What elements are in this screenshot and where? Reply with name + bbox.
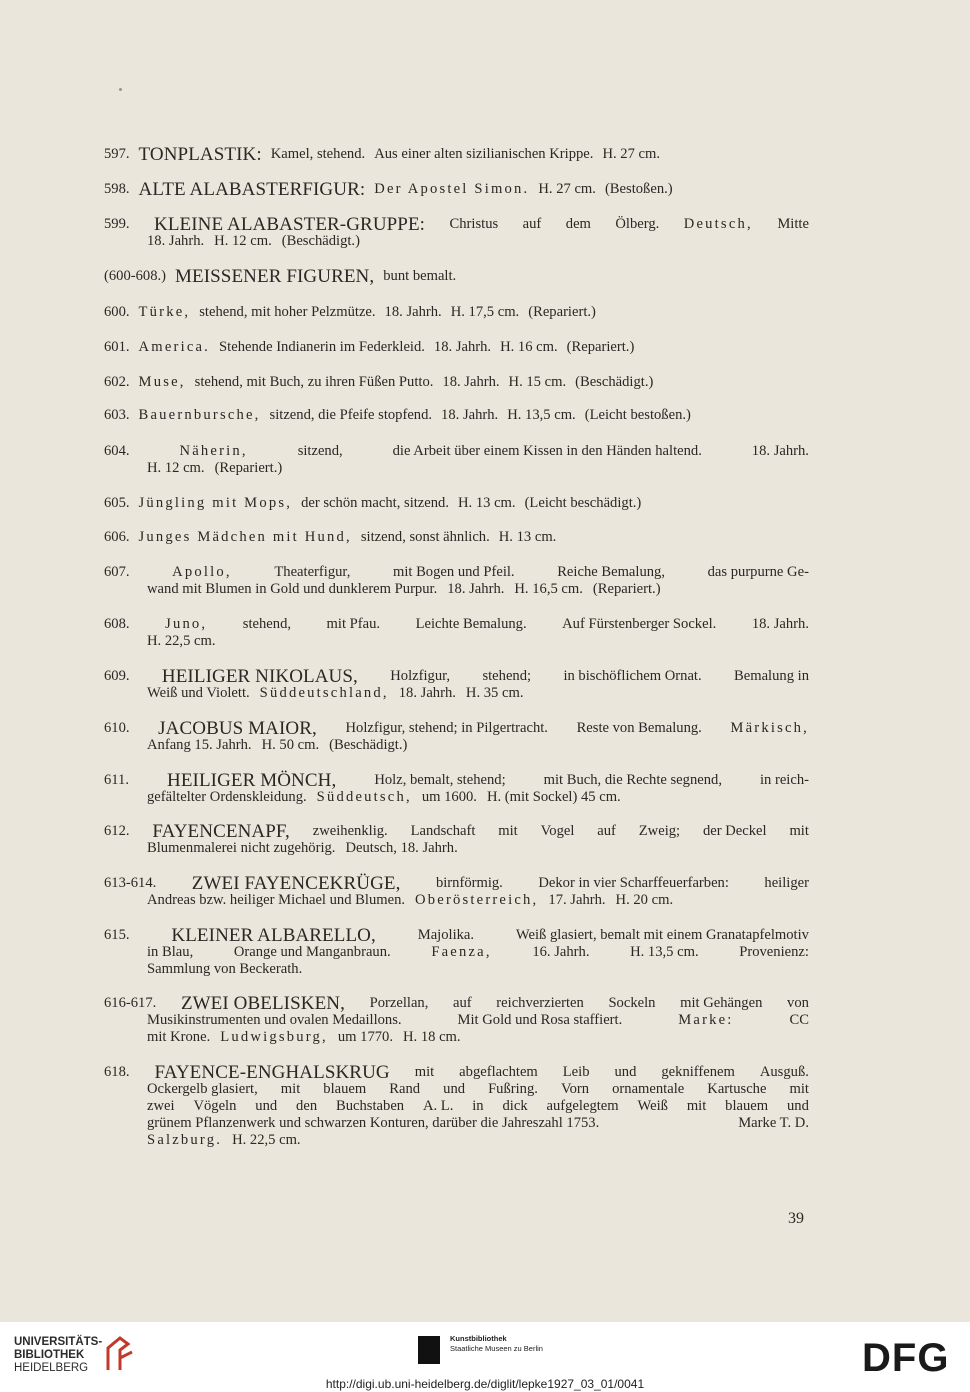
entry-text: grünem Pflanzenwerk und schwarzen Konturen, darüber die Jahreszahl 1753. xyxy=(147,1115,600,1131)
entry-text: Der Apostel Simon. xyxy=(374,181,530,197)
entry-text: MEISSENER FIGUREN, xyxy=(175,266,375,287)
catalog-entry-615 xyxy=(104,927,809,978)
entry-text: H. 12 cm. xyxy=(147,460,205,476)
entry-text: in bischöflichem Ornat. xyxy=(563,668,702,684)
entry-text: Junges Mädchen mit Hund, xyxy=(138,529,352,545)
entry-text: 18. Jahrh. xyxy=(751,443,809,459)
entry-text: (Beschädigt.) xyxy=(329,737,408,753)
entry-text: in reich- xyxy=(759,772,809,788)
lot-number: 612. xyxy=(104,823,130,839)
entry-line xyxy=(104,304,809,321)
entry-text: und xyxy=(443,1081,466,1097)
entry-line xyxy=(104,1064,809,1081)
entry-text: Marke: xyxy=(678,1012,734,1028)
entry-text: aufgelegtem xyxy=(546,1098,619,1114)
entry-line xyxy=(104,339,809,356)
entry-text: und xyxy=(614,1064,637,1080)
entry-line xyxy=(104,564,809,581)
entry-text: birnförmig. xyxy=(435,875,503,891)
entry-text: Ludwigsburg, xyxy=(220,1029,328,1045)
entry-text: Deutsch, 18. Jahrh. xyxy=(345,840,458,856)
entry-text: Musikinstrumenten und ovalen Medaillons. xyxy=(147,1012,402,1028)
entry-line xyxy=(104,495,809,512)
entry-text: Buchstaben xyxy=(336,1098,405,1114)
entry-text: H. 27 cm. xyxy=(602,146,660,162)
entry-text: Weiß xyxy=(637,1098,668,1114)
entry-text: blauem xyxy=(323,1081,367,1097)
entry-text: H. 12 cm. xyxy=(214,233,272,249)
entry-text: Anfang 15. Jahrh. xyxy=(147,737,252,753)
entry-text: in Blau, xyxy=(147,944,194,960)
catalog-entry-608 xyxy=(104,616,809,650)
entry-text: TONPLASTIK: xyxy=(138,144,262,165)
entry-text: Leib xyxy=(562,1064,590,1080)
entry-text: gekniffenem xyxy=(661,1064,735,1080)
entry-text: Deutsch, xyxy=(683,216,753,232)
entry-text: Aus einer alten sizilianischen Krippe. xyxy=(374,146,594,162)
lot-number: 602. xyxy=(104,374,130,390)
entry-text: Bauernbursche, xyxy=(138,407,261,423)
page-number: 39 xyxy=(788,1210,804,1227)
entry-text: stehend, xyxy=(242,616,292,632)
entry-text: Ausguß. xyxy=(759,1064,809,1080)
entry-text: Weiß und Violett. xyxy=(147,685,250,701)
entry-text: Mit Gold und Rosa staffiert. xyxy=(457,1012,623,1028)
entry-text: H. 50 cm. xyxy=(261,737,320,753)
lot-number: 615. xyxy=(104,927,130,943)
entry-line xyxy=(104,407,809,424)
entry-text: A. L. xyxy=(422,1098,454,1114)
entry-text: mit Pfau. xyxy=(326,616,381,632)
lot-number: 603. xyxy=(104,407,130,423)
source-url[interactable]: http://digi.ub.uni-heidelberg.de/diglit/lepke1927_03_01/0041 xyxy=(325,1377,645,1391)
entry-text: Bemalung in xyxy=(734,668,809,684)
catalog-entry-600 xyxy=(104,304,809,321)
entry-text: Rand xyxy=(389,1081,421,1097)
entry-text: Dekor in vier Scharffeuerfarben: xyxy=(538,875,729,891)
entry-text: mit Gehängen xyxy=(680,995,763,1011)
entry-text: Holz, bemalt, stehend; xyxy=(374,772,506,788)
lot-number: 613-614. xyxy=(104,875,157,891)
footer-bar xyxy=(0,1322,970,1392)
entry-text: (Repariert.) xyxy=(592,581,661,597)
entry-text: (Repariert.) xyxy=(528,304,596,320)
entry-text: den xyxy=(296,1098,318,1114)
entry-text: ZWEI OBELISKEN, xyxy=(180,993,345,1014)
entry-text: (Leicht beschädigt.) xyxy=(524,495,642,511)
entry-text: mit Buch, die Rechte segnend, xyxy=(543,772,722,788)
entry-text: (Repariert.) xyxy=(566,339,635,355)
entry-line xyxy=(104,1098,809,1115)
entry-text: KLEINE ALABASTER-GRUPPE: xyxy=(154,214,426,235)
lot-number: 608. xyxy=(104,616,130,632)
entry-text: H. 15 cm. xyxy=(508,374,567,390)
entry-line xyxy=(104,374,809,391)
entry-text: von xyxy=(787,995,809,1011)
entry-text: 18. Jahrh. xyxy=(433,339,492,355)
entry-line xyxy=(104,1132,809,1149)
entry-line xyxy=(104,616,809,633)
entry-text: um 1770. xyxy=(337,1029,393,1045)
entry-text: Provenienz: xyxy=(739,944,809,960)
entry-text: Oberösterreich, xyxy=(415,892,539,908)
entry-text: bunt bemalt. xyxy=(383,268,457,284)
lot-number: 598. xyxy=(104,181,130,197)
dfg-logo[interactable]: DFG xyxy=(862,1336,950,1380)
entry-text: Fußring. xyxy=(488,1081,538,1097)
catalog-entry-597 xyxy=(104,146,809,163)
entry-line xyxy=(104,443,809,460)
entry-text: ornamentale xyxy=(612,1081,685,1097)
entry-text: Apollo, xyxy=(172,564,232,580)
lot-number: 611. xyxy=(104,772,129,788)
entry-text: 17. Jahrh. xyxy=(548,892,606,908)
entry-text: mit Bogen und Pfeil. xyxy=(392,564,515,580)
entry-text: heiliger xyxy=(764,875,809,891)
entry-text: ALTE ALABASTERFIGUR: xyxy=(138,179,366,200)
catalog-entry-606 xyxy=(104,529,809,546)
kb-line-2: Staatliche Museen zu Berlin xyxy=(450,1344,543,1353)
lot-number: 606. xyxy=(104,529,130,545)
entry-text: Christus xyxy=(449,216,499,232)
entry-line xyxy=(104,961,809,978)
entry-text: Landschaft xyxy=(410,823,476,839)
entry-text: Andreas bzw. heiliger Michael und Blumen. xyxy=(147,892,406,908)
entry-text: (Bestoßen.) xyxy=(604,181,673,197)
entry-line xyxy=(104,581,809,598)
university-seal-icon xyxy=(98,1330,138,1376)
entry-text: zwei xyxy=(147,1098,175,1114)
entry-text: 18. Jahrh. xyxy=(384,304,442,320)
entry-text: stehend, mit Buch, zu ihren Füßen Putto. xyxy=(194,374,434,390)
entry-line xyxy=(104,1081,809,1098)
entry-line xyxy=(104,1012,809,1029)
entry-text: 18. Jahrh. xyxy=(441,407,499,423)
lot-number: 604. xyxy=(104,443,130,459)
entry-text: mit xyxy=(686,1098,707,1114)
entry-line xyxy=(104,772,809,789)
entry-text: Sockeln xyxy=(608,995,656,1011)
entry-text: Stehende Indianerin im Federkleid. xyxy=(219,339,425,355)
entry-text: Ockergelb glasiert, xyxy=(147,1081,258,1097)
entry-text: H. 35 cm. xyxy=(465,685,524,701)
entry-text: H. 22,5 cm. xyxy=(147,633,216,649)
catalog-entry-607 xyxy=(104,564,809,598)
entry-text: 18. Jahrh. xyxy=(398,685,456,701)
entry-line xyxy=(104,233,809,250)
entry-text: Orange und Manganbraun. xyxy=(233,944,391,960)
catalog-entry-609 xyxy=(104,668,809,702)
entry-line xyxy=(104,1115,809,1132)
entry-text: sitzend, xyxy=(297,443,343,459)
entry-text: Sammlung von Beckerath. xyxy=(147,961,303,977)
catalog-entry-612 xyxy=(104,823,809,857)
entry-text: JACOBUS MAIOR, xyxy=(158,718,317,739)
catalog-entry-605 xyxy=(104,495,809,512)
entry-text: KLEINER ALBARELLO, xyxy=(171,925,376,946)
entry-text: H. 13,5 cm. xyxy=(507,407,576,423)
entry-text: Näherin, xyxy=(179,443,248,459)
entry-text: 18. Jahrh. xyxy=(442,374,500,390)
entry-text: sitzend, sonst ähnlich. xyxy=(360,529,490,545)
catalog-entry-601 xyxy=(104,339,809,356)
catalog-entry-616-617 xyxy=(104,995,809,1046)
entry-text: H. (mit Sockel) 45 cm. xyxy=(486,789,621,805)
lot-number: 605. xyxy=(104,495,130,511)
entry-text: H. 20 cm. xyxy=(615,892,674,908)
entry-text: ZWEI FAYENCEKRÜGE, xyxy=(191,873,401,894)
entry-line xyxy=(104,1029,809,1046)
entry-text: Salzburg. xyxy=(147,1132,223,1148)
entry-text: Muse, xyxy=(138,374,186,390)
entry-line xyxy=(104,823,809,840)
entry-text: auf xyxy=(453,995,472,1011)
lot-number: 618. xyxy=(104,1064,130,1080)
entry-text: Marke T. D. xyxy=(738,1115,809,1131)
entry-text: Mitte xyxy=(777,216,809,232)
entry-text: Vorn xyxy=(560,1081,590,1097)
entry-text: mit xyxy=(789,823,809,839)
lot-number: 609. xyxy=(104,668,130,684)
catalog-entry-599 xyxy=(104,216,809,250)
entry-text: H. 16 cm. xyxy=(500,339,558,355)
entry-line xyxy=(104,840,809,857)
entry-text: sitzend, die Pfeife stopfend. xyxy=(269,407,433,423)
entry-text: Holzfigur, stehend; in Pilgertracht. xyxy=(345,720,548,736)
entry-line xyxy=(104,633,809,650)
entry-text: FAYENCE-ENGHALSKRUG xyxy=(154,1062,390,1083)
entry-text: die Arbeit über einem Kissen in den Händen haltend. xyxy=(392,443,702,459)
entry-text: 18. Jahrh. xyxy=(447,581,505,597)
entry-text: der Deckel xyxy=(702,823,767,839)
entry-line xyxy=(104,944,809,961)
uni-line-3: HEIDELBERG xyxy=(14,1362,89,1374)
entry-text: stehend, mit hoher Pelzmütze. xyxy=(199,304,376,320)
entry-text: wand mit Blumen in Gold und dunklerem Purpur. xyxy=(147,581,438,597)
entry-text: 16. Jahrh. xyxy=(532,944,590,960)
entry-line xyxy=(104,927,809,944)
entry-line xyxy=(104,685,809,702)
entry-text: Ölberg. xyxy=(615,216,660,232)
lot-number: 601. xyxy=(104,339,130,355)
entry-text: CC xyxy=(789,1012,809,1028)
entry-line xyxy=(104,146,809,163)
entry-text: mit Krone. xyxy=(147,1029,211,1045)
entry-text: H. 13,5 cm. xyxy=(630,944,699,960)
catalog-entry-598 xyxy=(104,181,809,198)
entry-text: (Beschädigt.) xyxy=(281,233,360,249)
entry-text: H. 18 cm. xyxy=(403,1029,461,1045)
entry-line xyxy=(104,875,809,892)
catalog-entry-610 xyxy=(104,720,809,754)
entry-text: mit xyxy=(414,1064,435,1080)
catalog-entry-603 xyxy=(104,407,809,424)
entry-text: mit xyxy=(789,1081,809,1097)
entry-text: Juno, xyxy=(165,616,208,632)
entry-line xyxy=(104,892,809,909)
entry-text: in xyxy=(472,1098,484,1114)
entry-text: Porzellan, xyxy=(369,995,429,1011)
catalog-entry-613-614 xyxy=(104,875,809,909)
entry-text: H. 27 cm. xyxy=(538,181,596,197)
entry-text: das purpurne Ge- xyxy=(707,564,809,580)
entry-text: HEILIGER MÖNCH, xyxy=(167,770,337,791)
lot-number: 610. xyxy=(104,720,130,736)
entry-text: H. 17,5 cm. xyxy=(450,304,520,320)
entry-text: auf xyxy=(522,216,542,232)
entry-line xyxy=(104,268,809,285)
entry-text: Auf Fürstenberger Sockel. xyxy=(562,616,717,632)
lot-number: 597. xyxy=(104,146,130,162)
entry-text: 18. Jahrh. xyxy=(751,616,809,632)
entry-text: und xyxy=(787,1098,809,1114)
entry-text: dick xyxy=(502,1098,528,1114)
entry-text: Blumenmalerei nicht zugehörig. xyxy=(147,840,336,856)
entry-text: mit xyxy=(280,1081,301,1097)
entry-text: dem xyxy=(565,216,591,232)
entry-text: Reste von Bemalung. xyxy=(576,720,702,736)
entry-line xyxy=(104,789,809,806)
entry-text: Holzfigur, xyxy=(390,668,451,684)
catalog-entry-602 xyxy=(104,374,809,391)
uni-line-1: UNIVERSITÄTS- xyxy=(14,1336,103,1348)
entry-text: gefältelter Ordenskleidung. xyxy=(147,789,307,805)
entry-text: Märkisch, xyxy=(730,720,809,736)
entry-text: Süddeutsch, xyxy=(316,789,412,805)
entry-text: H. 16,5 cm. xyxy=(514,581,583,597)
entry-text: Theaterfigur, xyxy=(274,564,351,580)
entry-text: um 1600. xyxy=(421,789,477,805)
kunstbibliothek-logo-icon xyxy=(418,1336,440,1364)
catalog-entry-604 xyxy=(104,443,809,477)
entry-text: Leichte Bemalung. xyxy=(415,616,527,632)
entry-text: HEILIGER NIKOLAUS, xyxy=(161,666,358,687)
catalog-entry-611 xyxy=(104,772,809,806)
kunstbibliothek-text[interactable] xyxy=(450,1334,543,1354)
entry-text: FAYENCENAPF, xyxy=(152,821,290,842)
entry-text: Süddeutschland, xyxy=(259,685,389,701)
entry-text: Kamel, stehend. xyxy=(270,146,366,162)
entry-text: blauem xyxy=(725,1098,769,1114)
entry-text: Zweig; xyxy=(638,823,681,839)
entry-text: und xyxy=(255,1098,278,1114)
entry-text: reichverzierten xyxy=(496,995,584,1011)
entry-text: zweihenklig. xyxy=(312,823,388,839)
entry-text: Faenza, xyxy=(431,944,492,960)
entry-line xyxy=(104,720,809,737)
entry-line xyxy=(104,668,809,685)
catalog-entry-600-608 xyxy=(104,268,809,285)
entry-text: H. 13 cm. xyxy=(498,529,557,545)
entry-text: H. 13 cm. xyxy=(458,495,516,511)
entry-text: H. 22,5 cm. xyxy=(232,1132,301,1148)
entry-line xyxy=(104,216,809,233)
uni-line-2: BIBLIOTHEK xyxy=(14,1349,85,1361)
university-library-logo-text[interactable] xyxy=(14,1336,102,1375)
lot-number: 616-617. xyxy=(104,995,157,1011)
entry-text: stehend; xyxy=(482,668,532,684)
entry-text: der schön macht, sitzend. xyxy=(301,495,449,511)
entry-text: Jüngling mit Mops, xyxy=(138,495,293,511)
entry-text: America. xyxy=(138,339,211,355)
entry-line xyxy=(104,737,809,754)
entry-text: Kartusche xyxy=(707,1081,767,1097)
entry-text: (Beschädigt.) xyxy=(575,374,654,390)
entry-text: Türke, xyxy=(138,304,191,320)
entry-text: Majolika. xyxy=(417,927,475,943)
entry-text: 18. Jahrh. xyxy=(147,233,205,249)
entry-line xyxy=(104,529,809,546)
entry-line xyxy=(104,995,809,1012)
entry-line xyxy=(104,181,809,198)
lot-number: 600. xyxy=(104,304,130,320)
entry-line xyxy=(104,460,809,477)
lot-number: 607. xyxy=(104,564,130,580)
kb-line-1: Kunstbibliothek xyxy=(450,1334,507,1343)
entry-text: Vögeln xyxy=(193,1098,237,1114)
entry-text: Reiche Bemalung, xyxy=(557,564,666,580)
entry-text: auf xyxy=(597,823,616,839)
entry-text: (Leicht bestoßen.) xyxy=(584,407,691,423)
lot-number: 599. xyxy=(104,216,130,232)
entry-text: Weiß glasiert, bemalt mit einem Granatapfelmotiv xyxy=(515,927,809,943)
entry-text: abgeflachtem xyxy=(459,1064,538,1080)
entry-text: (Repariert.) xyxy=(214,460,283,476)
lot-number: (600-608.) xyxy=(104,268,167,284)
entry-text: Vogel xyxy=(540,823,575,839)
catalog-entry-618 xyxy=(104,1064,809,1149)
scan-dot xyxy=(119,88,122,91)
entry-text: mit xyxy=(498,823,518,839)
